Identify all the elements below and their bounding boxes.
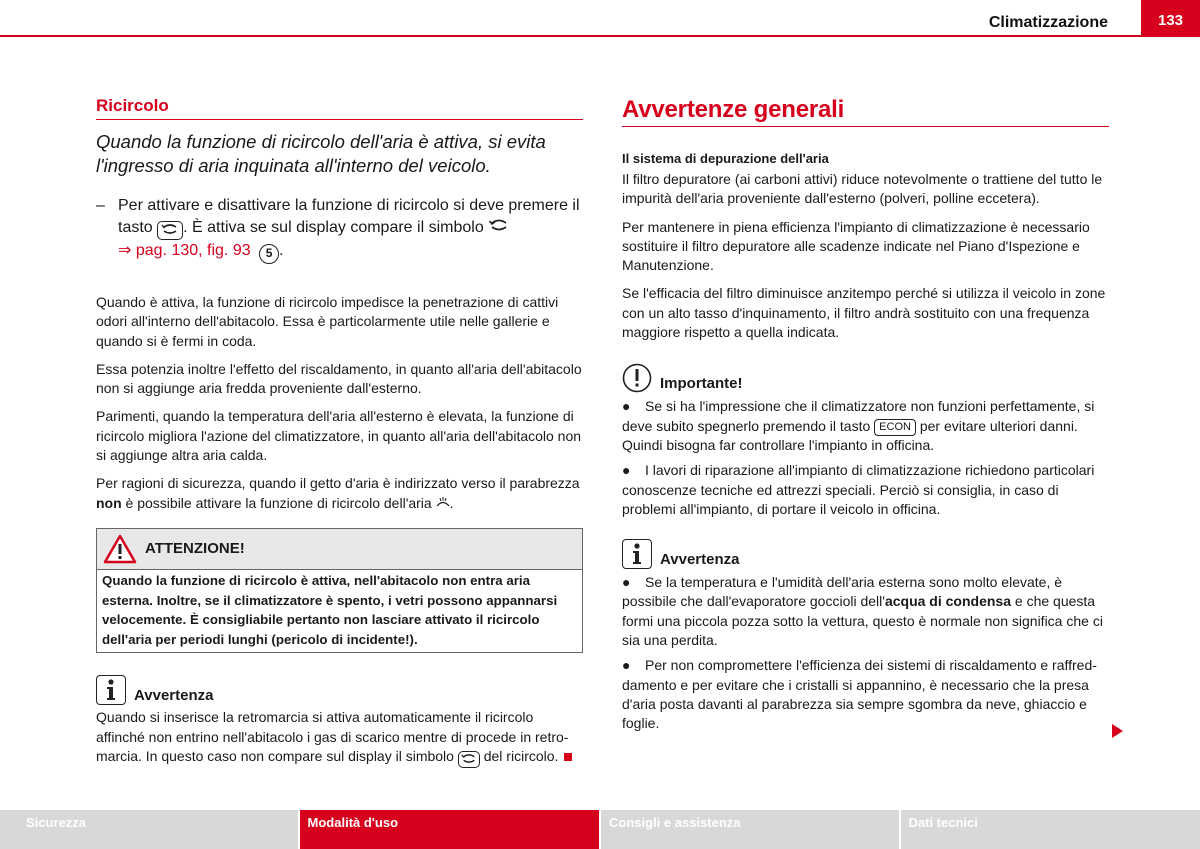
info-icon [622, 539, 652, 569]
section-title-ricircolo: Ricircolo [96, 96, 583, 120]
important-bullet-2 [622, 461, 1109, 519]
bullet-dot: ● [622, 574, 631, 591]
end-of-section-icon [564, 753, 572, 761]
chapter-title: Climatizzazione [988, 14, 1108, 31]
econ-key: ECON [874, 419, 916, 436]
paragraph-inquinamento: Se l'efficacia del filtro diminuisce anzitempo perché si utilizza il veicolo in zone con un alto tasso d'inquinamento, il filtro andrà sostituito con una frequenza maggiore rispetto a quella indicata. [622, 285, 1106, 341]
instruction-step [96, 195, 583, 264]
bullet-dot: ● [622, 462, 631, 479]
para-safety-text-2: è possibile attivare la funzione di ricircolo dell'aria [121, 494, 432, 511]
step-dash: – [96, 197, 105, 214]
recirculation-key-icon [157, 221, 183, 240]
note-text-left [96, 708, 583, 768]
figure-reference-link[interactable]: ⇒ pag. 130, fig. 93 [118, 242, 251, 259]
important-label: Importante! [660, 375, 743, 393]
footer-tab-sicurezza[interactable]: Sicurezza [0, 810, 298, 849]
step-text-2: . È attiva se sul display compare il simbolo [183, 219, 484, 236]
paragraph-filtro: Il filtro depuratore (ai carboni attivi) riduce notevolmente o trattiene del tutto le impurità dell'aria proveniente dall'esterno (polveri, polline eccetera). [622, 171, 1103, 207]
windshield-defrost-icon [436, 495, 450, 511]
footer-tab-modalita-uso[interactable]: Modalità d'uso [300, 810, 599, 849]
recirculation-key-icon [458, 751, 480, 768]
info-icon [96, 675, 126, 705]
warning-label: ATTENZIONE! [145, 540, 245, 558]
callout-number: 5 [259, 244, 279, 264]
important-bullet-1 [622, 397, 1109, 455]
continue-arrow-icon[interactable] [1112, 724, 1123, 738]
paragraph-sicurezza [96, 474, 583, 513]
para-safety-end: . [449, 494, 454, 511]
note-left-text-2: del ricircolo. [483, 747, 559, 764]
note-left-text-1: Quando si inserisce la retromarcia si attiva automaticamente il ricircolo affinché non entrino nell'abitacolo i gas di scarico mentre di procede in retromarcia. In questo caso non compare sul display il simbolo [96, 709, 569, 764]
note-header-right [622, 539, 1109, 569]
subheading-depurazione: Il sistema di depurazione dell'aria [622, 151, 829, 166]
note-label-right: Avvertenza [660, 551, 740, 569]
bullet-dot: ● [622, 657, 631, 674]
header-rule [0, 35, 1200, 37]
intro-text: Quando la funzione di ricircolo dell'aria è attiva, si evita l'ingresso di aria inquinata all'interno del veicolo. [96, 131, 546, 176]
section-title-avvertenze: Avvertenze generali [622, 96, 1109, 127]
paragraph-riscaldamento: Essa potenzia inoltre l'effetto del riscaldamento, in quanto all'aria dell'abitacolo non si aggiunge aria fredda proveniente dall'esterno. [96, 360, 582, 397]
note-b1-bold: acqua di condensa [884, 593, 1011, 610]
note-b1-text-2: e che questa formi una piccola pozza sotto la vettura, questo è normale non significa che ci sia una perdita. [622, 593, 1103, 649]
footer-tab-consigli[interactable]: Consigli e assistenza [601, 810, 899, 849]
important-b1-text-2: per evitare ulteriori danni. Quindi bisogna far controllare l'impianto in officina. [622, 417, 1078, 453]
note-label-left: Avvertenza [134, 687, 214, 705]
paragraph-manutenzione: Per mantenere in piena efficienza l'impianto di climatizzazione è necessario sostituire il filtro depuratore alle scadenze indicate nel Piano d'Ispezione e Manutenzione. [622, 218, 1090, 274]
para-safety-text-1: Per ragioni di sicurezza, quando il getto d'aria è indirizzato verso il parabrezza [96, 475, 580, 492]
note-bullet-2 [622, 656, 1109, 733]
important-header [622, 363, 1109, 393]
right-column [622, 96, 1109, 734]
paragraph-odori: Quando è attiva, la funzione di ricircolo impedisce la penetrazione di cattivi odori all'interno dell'abitacolo. Essa è particolarmente utile nelle gallerie e quando si è fermi in coda. [96, 294, 559, 349]
page-number: 133 [1141, 0, 1200, 37]
bullet-dot: ● [622, 398, 631, 415]
warning-text: Quando la funzione di ricircolo è attiva, nell'abitacolo non entra aria esterna. Inoltre, se il climatizzatore è spento, i vetri possono appannarsi velocemente. È consigliabile pertanto non lasciare attivato il ricircolo dell'aria per periodi lunghi (pericolo di incidente!). [102, 572, 558, 647]
body-paragraphs [96, 293, 583, 513]
note-bullet-1 [622, 573, 1109, 650]
footer-tab-dati-tecnici[interactable]: Dati tecnici [901, 810, 1200, 849]
note-b2-text: Per non compromettere l'efficienza dei sistemi di riscaldamento e raffreddamento e per evitare che i cristalli si appannino, è necessario che la presa d'aria posta davanti al parabrezza sia sempre sgombra da neve, ghiaccio e foglie. [622, 657, 1097, 732]
important-exclamation-icon [622, 363, 652, 393]
warning-box [96, 528, 583, 653]
right-paragraphs [622, 170, 1109, 342]
important-b1-text-1: Se si ha l'impressione che il climatizzatore non funzioni perfettamente, si deve subito spegnerlo premendo il tasto [622, 398, 1095, 434]
warning-triangle-icon [103, 534, 137, 564]
step-end: . [279, 242, 284, 259]
left-column [96, 96, 583, 768]
important-b2-text: I lavori di riparazione all'impianto di climatizzazione richiedono particolari conoscenze tecniche ed attrezzi speciali. Perciò si consiglia, in caso di problemi all'impianto, di portare il veicolo in officina. [622, 462, 1095, 517]
recirculation-symbol-icon [488, 217, 510, 236]
footer-nav [0, 810, 1200, 849]
note-header-left [96, 675, 583, 705]
para-safety-bold: non [96, 494, 122, 511]
paragraph-temperatura: Parimenti, quando la temperatura dell'aria all'esterno è elevata, la funzione di ricircolo migliora l'azione del climatizzatore, in quanto all'aria dell'abitacolo non si aggiunge altra aria calda. [96, 408, 582, 464]
note-b1-text-1: Se la temperatura e l'umidità dell'aria esterna sono molto elevate, è possibile che dall'evaporatore goccioli dell' [622, 574, 1063, 610]
step-text-1: Per attivare e disattivare la funzione di ricircolo si deve premere il tasto [118, 197, 580, 236]
warning-header [97, 529, 582, 570]
